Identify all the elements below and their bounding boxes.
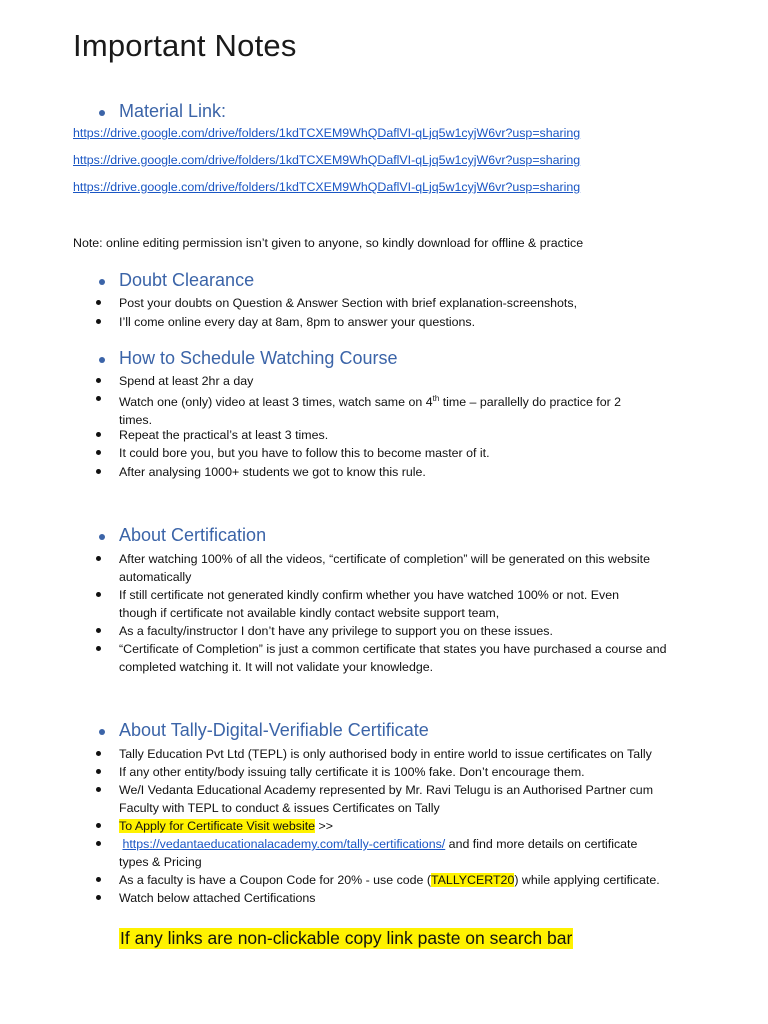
material-link-3[interactable]: https://drive.google.com/drive/folders/1kdTCXEM9WhQDaflVI-qLjq5w1cyjW6vr?usp=sharing	[73, 180, 581, 194]
list-item-text: It could bore you, but you have to follow this to become master of it.	[119, 446, 490, 460]
bullet-icon	[99, 534, 105, 540]
bullet-icon	[96, 769, 101, 774]
heading-material-link	[73, 101, 473, 125]
page-title: Important Notes	[73, 28, 297, 63]
list-item	[96, 463, 681, 481]
list-item	[96, 871, 696, 889]
heading-schedule	[73, 348, 573, 372]
bullet-icon	[96, 556, 101, 561]
bullet-icon	[96, 877, 101, 882]
bullet-icon	[96, 396, 101, 401]
list-item	[96, 426, 681, 444]
list-item-text: If any other entity/body issuing tally certificate it is 100% fake. Don’t encourage them.	[119, 765, 585, 779]
list-item	[96, 586, 656, 622]
list-item-text: We/I Vedanta Educational Academy represented by Mr. Ravi Telugu is an Authorised Partner cum Faculty with TEPL to conduct & issues Certificates on Tally	[119, 783, 654, 815]
list-item-text	[119, 817, 681, 835]
list-item	[96, 550, 656, 586]
list-item-text: As a faculty/instructor I don’t have any privilege to support you on these issues.	[119, 624, 553, 638]
list-item	[96, 835, 656, 871]
list-item	[96, 294, 681, 312]
list-item	[96, 745, 696, 763]
list-item	[96, 390, 656, 429]
list-item-text	[119, 835, 656, 871]
coupon-code: TALLYCERT20	[431, 873, 515, 887]
bullet-icon	[96, 378, 101, 383]
bullet-icon	[99, 357, 105, 363]
superscript: th	[432, 394, 440, 403]
heading-text: Material Link:	[119, 101, 227, 121]
text-part: >>	[315, 819, 333, 833]
bullet-icon	[96, 592, 101, 597]
list-item-text: If still certificate not generated kindly confirm whether you have watched 100% or not. Even though if certificate not available kindly contact website support team,	[119, 588, 620, 620]
bullet-icon	[96, 319, 101, 324]
list-item	[96, 640, 681, 676]
list-item-text: I’ll come online every day at 8am, 8pm to answer your questions.	[119, 315, 476, 329]
list-item-text: “Certificate of Completion” is just a common certificate that states you have purchased a course and completed watching it. It will not validate your knowledge.	[119, 642, 667, 674]
bullet-icon	[96, 895, 101, 900]
text-part: ) while applying certificate.	[514, 873, 660, 887]
bullet-icon	[96, 841, 101, 846]
list-item-text: After analysing 1000+ students we got to know this rule.	[119, 465, 426, 479]
list-item	[96, 817, 681, 835]
list-item	[96, 372, 681, 390]
text-part: As a faculty is have a Coupon Code for 20% - use code (	[119, 873, 432, 887]
bullet-icon	[96, 823, 101, 828]
list-item-text: Repeat the practical’s at least 3 times.	[119, 428, 329, 442]
list-item	[96, 313, 681, 331]
list-item	[96, 444, 681, 462]
list-item-text	[119, 871, 696, 889]
bullet-icon	[96, 646, 101, 651]
heading-doubt-clearance	[73, 270, 473, 294]
list-item-text: Post your doubts on Question & Answer Section with brief explanation-screenshots,	[119, 296, 578, 310]
material-link-2[interactable]: https://drive.google.com/drive/folders/1kdTCXEM9WhQDaflVI-qLjq5w1cyjW6vr?usp=sharing	[73, 153, 581, 167]
heading-tally-certificate	[73, 720, 573, 744]
list-item-text: After watching 100% of all the videos, “certificate of completion” will be generated on this website automatically	[119, 552, 651, 584]
heading-text: Doubt Clearance	[119, 270, 255, 290]
list-item	[96, 763, 681, 781]
bullet-icon	[99, 729, 105, 735]
list-item-text: Spend at least 2hr a day	[119, 374, 254, 388]
list-item	[96, 781, 661, 817]
text-part: time – parallelly do practice for 2 times.	[119, 395, 622, 428]
bullet-icon	[99, 279, 105, 285]
list-item	[96, 889, 681, 907]
text-part: and find more details on certificate types & Pricing	[119, 837, 638, 869]
heading-about-certification	[73, 525, 473, 549]
tally-certifications-link[interactable]: https://vedantaeducationalacademy.com/tally-certifications/	[122, 837, 446, 851]
bullet-icon	[96, 450, 101, 455]
material-note: Note: online editing permission isn’t given to anyone, so kindly download for offline & practice	[73, 236, 584, 250]
bullet-icon	[96, 787, 101, 792]
text-part: Watch one (only) video at least 3 times, watch same on 4	[119, 395, 433, 410]
list-item-text: Watch below attached Certifications	[119, 891, 316, 905]
list-item-text: Tally Education Pvt Ltd (TEPL) is only authorised body in entire world to issue certificates on Tally	[119, 747, 652, 761]
bullet-icon	[96, 432, 101, 437]
heading-text: About Tally-Digital-Verifiable Certificate	[119, 720, 429, 740]
list-item	[96, 622, 681, 640]
heading-text: About Certification	[119, 525, 267, 545]
heading-text: How to Schedule Watching Course	[119, 348, 398, 368]
bullet-icon	[96, 751, 101, 756]
bullet-icon	[96, 300, 101, 305]
final-note-highlight: If any links are non-clickable copy link paste on search bar	[120, 928, 573, 948]
list-item-text	[119, 390, 656, 429]
material-link-1[interactable]: https://drive.google.com/drive/folders/1kdTCXEM9WhQDaflVI-qLjq5w1cyjW6vr?usp=sharing	[73, 126, 581, 140]
bullet-icon	[96, 628, 101, 633]
highlighted-text: To Apply for Certificate Visit website	[119, 819, 316, 833]
bullet-icon	[96, 469, 101, 474]
bullet-icon	[99, 110, 105, 116]
